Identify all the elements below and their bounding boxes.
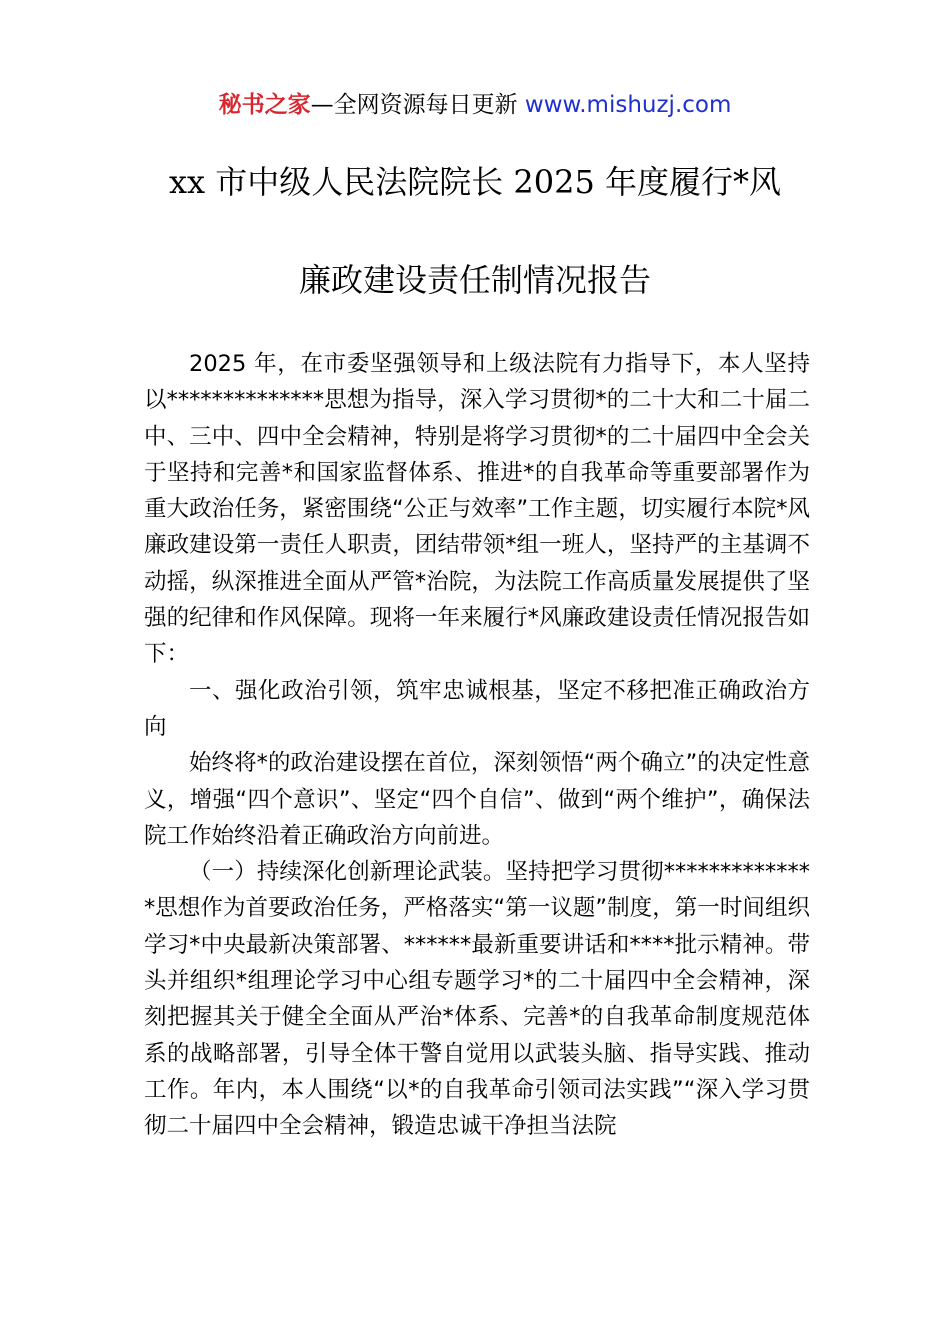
document-body [144, 346, 810, 1145]
paragraph-intro: 2025 年，在市委坚强领导和上级法院有力指导下，本人坚持以**************思想为指导，深入学习贯彻*的二十大和二十届二中、三中、四中全会精神，特别是将学习贯彻*的二十届四中全会关于坚持和完善*和国家监督体系、推进*的自我革命等重要部署作为重大政治任务，紧密围绕“公正与效率”工作主题，切实履行本院*风廉政建设第一责任人职责，团结带领*组一班人，坚持严的主基调不动摇，纵深推进全面从严管*治院，为法院工作高质量发展提供了坚强的纪律和作风保障。现将一年来履行*风廉政建设责任情况报告如下： [144, 351, 810, 668]
banner-url-link[interactable]: www.mishuzj.com [524, 92, 732, 118]
document-title-line-2: 廉政建设责任制情况报告 [298, 261, 651, 299]
paragraph-section-1: 始终将*的政治建设摆在首位，深刻领悟“两个确立”的决定性意义，增强“四个意识”、坚定“四个自信”、做到“两个维护”，确保法院工作始终沿着正确政治方向前进。 [144, 750, 810, 849]
section-heading-1: 一、强化政治引领，筑牢忠诚根基，坚定不移把准正确政治方向 [144, 677, 810, 740]
banner-tagline: —全网资源每日更新 [310, 92, 525, 118]
paragraph-subsection-1: （一）持续深化创新理论武装。坚持把学习贯彻**************思想作为首要政治任务，严格落实“第一议题”制度，第一时间组织学习*中央最新决策部署、******最新重要讲话和****批示精神。带头并组织*组理论学习中心组专题学习*的二十届四中全会精神，深刻把握其关于健全全面从严治*体系、完善*的自我革命制度规范体系的战略部署，引导全体干警自觉用以武装头脑、指导实践、推动工作。年内，本人围绕“以*的自我革命引领司法实践”“深入学习贯彻二十届四中全会精神，锻造忠诚干净担当法院 [144, 859, 810, 1140]
site-banner [0, 88, 950, 122]
banner-brand: 秘书之家 [218, 92, 311, 118]
document-title-line-1: xx 市中级人民法院院长 2025 年度履行*风 [168, 163, 782, 201]
